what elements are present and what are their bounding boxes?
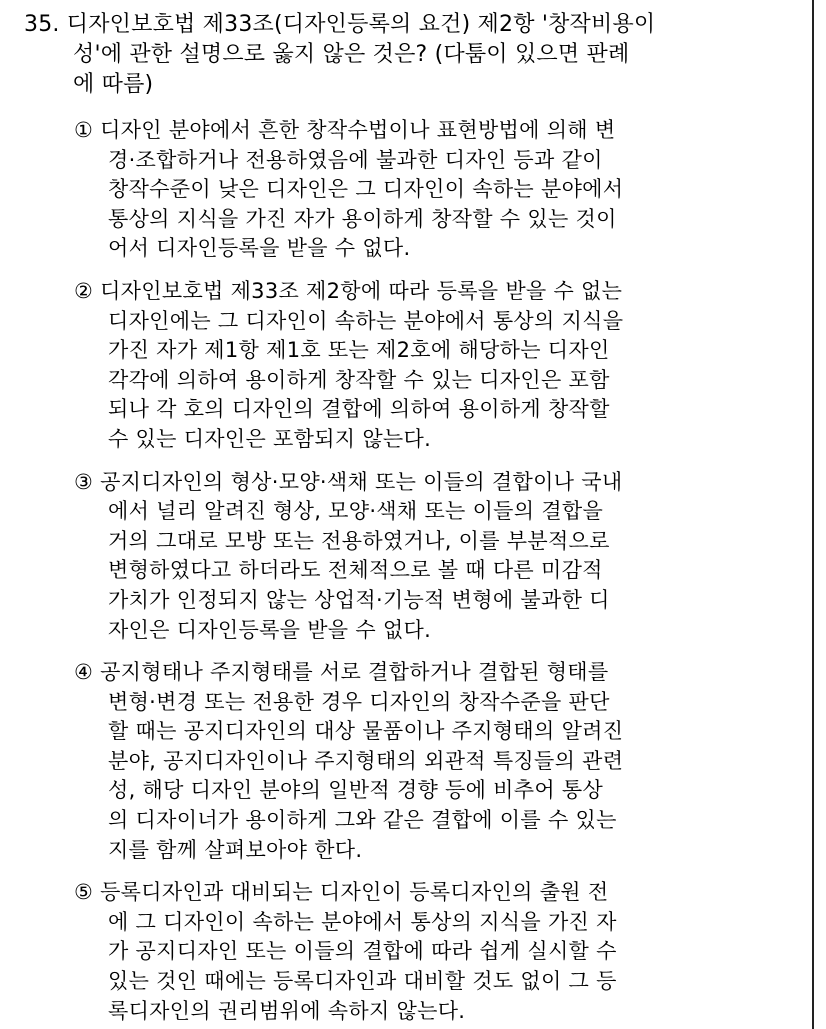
choice-line: 분야, 공지디자인이나 주지형태의 외관적 특징들의 관련 bbox=[108, 748, 624, 773]
choice-line: 각각에 의하여 용이하게 창작할 수 있는 디자인은 포함 bbox=[108, 367, 610, 392]
choice-line: 변형하였다고 하더라도 전체적으로 볼 때 다른 미감적 bbox=[108, 558, 603, 583]
choice-line: 수 있는 디자인은 포함되지 않는다. bbox=[108, 426, 432, 451]
column-divider bbox=[812, 0, 814, 1029]
choice-line: 가 공지디자인 또는 이들의 결합에 따라 쉽게 실시할 수 bbox=[108, 939, 617, 964]
choice-line: 디자인에는 그 디자인이 속하는 분야에서 통상의 지식을 bbox=[108, 308, 624, 333]
choice-line: 거의 그대로 모방 또는 전용하였거나, 이를 부분적으로 bbox=[108, 528, 610, 553]
choice-line: 변형·변경 또는 전용한 경우 디자인의 창작수준을 판단 bbox=[108, 689, 610, 714]
choice-line: 경·조합하거나 전용하였음에 불과한 디자인 등과 같이 bbox=[108, 147, 603, 172]
choice-line: ⑤ 등록디자인과 대비되는 디자인이 등록디자인의 출원 전 bbox=[74, 880, 609, 905]
choice-line: 록디자인의 권리범위에 속하지 않는다. bbox=[108, 998, 466, 1023]
choice-line: 창작수준이 낮은 디자인은 그 디자인이 속하는 분야에서 bbox=[108, 177, 624, 202]
choice-line: 성, 해당 디자인 분야의 일반적 경향 등에 비추어 통상 bbox=[108, 778, 604, 803]
choice-1[interactable] bbox=[74, 116, 804, 264]
choice-line: 의 디자이너가 용이하게 그와 같은 결합에 이를 수 있는 bbox=[108, 808, 617, 833]
choice-line: ② 디자인보호법 제33조 제2항에 따라 등록을 받을 수 없는 bbox=[74, 278, 623, 303]
choice-line: ③ 공지디자인의 형상·모양·색채 또는 이들의 결합이나 국내 bbox=[74, 469, 623, 494]
choice-line: 가진 자가 제1항 제1호 또는 제2호에 해당하는 디자인 bbox=[108, 338, 610, 363]
choice-line: ① 디자인 분야에서 흔한 창작수법이나 표현방법에 의해 변 bbox=[74, 118, 616, 142]
choice-5[interactable] bbox=[74, 878, 804, 1026]
question-35 bbox=[24, 10, 794, 100]
choice-4[interactable] bbox=[74, 658, 804, 865]
choice-3[interactable] bbox=[74, 468, 804, 646]
choice-line: 되나 각 호의 디자인의 결합에 의하여 용이하게 창작할 bbox=[108, 397, 610, 422]
choice-line: 할 때는 공지디자인의 대상 물품이나 주지형태의 알려진 bbox=[108, 719, 624, 744]
choice-line: 있는 것인 때에는 등록디자인과 대비할 것도 없이 그 등 bbox=[108, 969, 617, 994]
answer-choices bbox=[74, 116, 804, 1026]
choice-line: 자인은 디자인등록을 받을 수 없다. bbox=[108, 617, 432, 642]
choice-line: 가치가 인정되지 않는 상업적·기능적 변형에 불과한 디 bbox=[108, 587, 610, 612]
choice-line: 어서 디자인등록을 받을 수 없다. bbox=[108, 236, 411, 261]
question-line: 성'에 관한 설명으로 옳지 않은 것은? (다툼이 있으면 판례 bbox=[73, 42, 630, 67]
question-line: 에 따름) bbox=[73, 72, 154, 97]
choice-line: 에서 널리 알려진 형상, 모양·색채 또는 이들의 결합을 bbox=[108, 499, 604, 524]
question-line: 35. 디자인보호법 제33조(디자인등록의 요건) 제2항 '창작비용이 bbox=[24, 12, 656, 37]
choice-line: 에 그 디자인이 속하는 분야에서 통상의 지식을 가진 자 bbox=[108, 909, 617, 934]
choice-line: ④ 공지형태나 주지형태를 서로 결합하거나 결합된 형태를 bbox=[74, 660, 609, 685]
choice-line: 통상의 지식을 가진 자가 용이하게 창작할 수 있는 것이 bbox=[108, 206, 617, 231]
choice-line: 지를 함께 살펴보아야 한다. bbox=[108, 837, 363, 862]
choice-2[interactable] bbox=[74, 277, 804, 455]
